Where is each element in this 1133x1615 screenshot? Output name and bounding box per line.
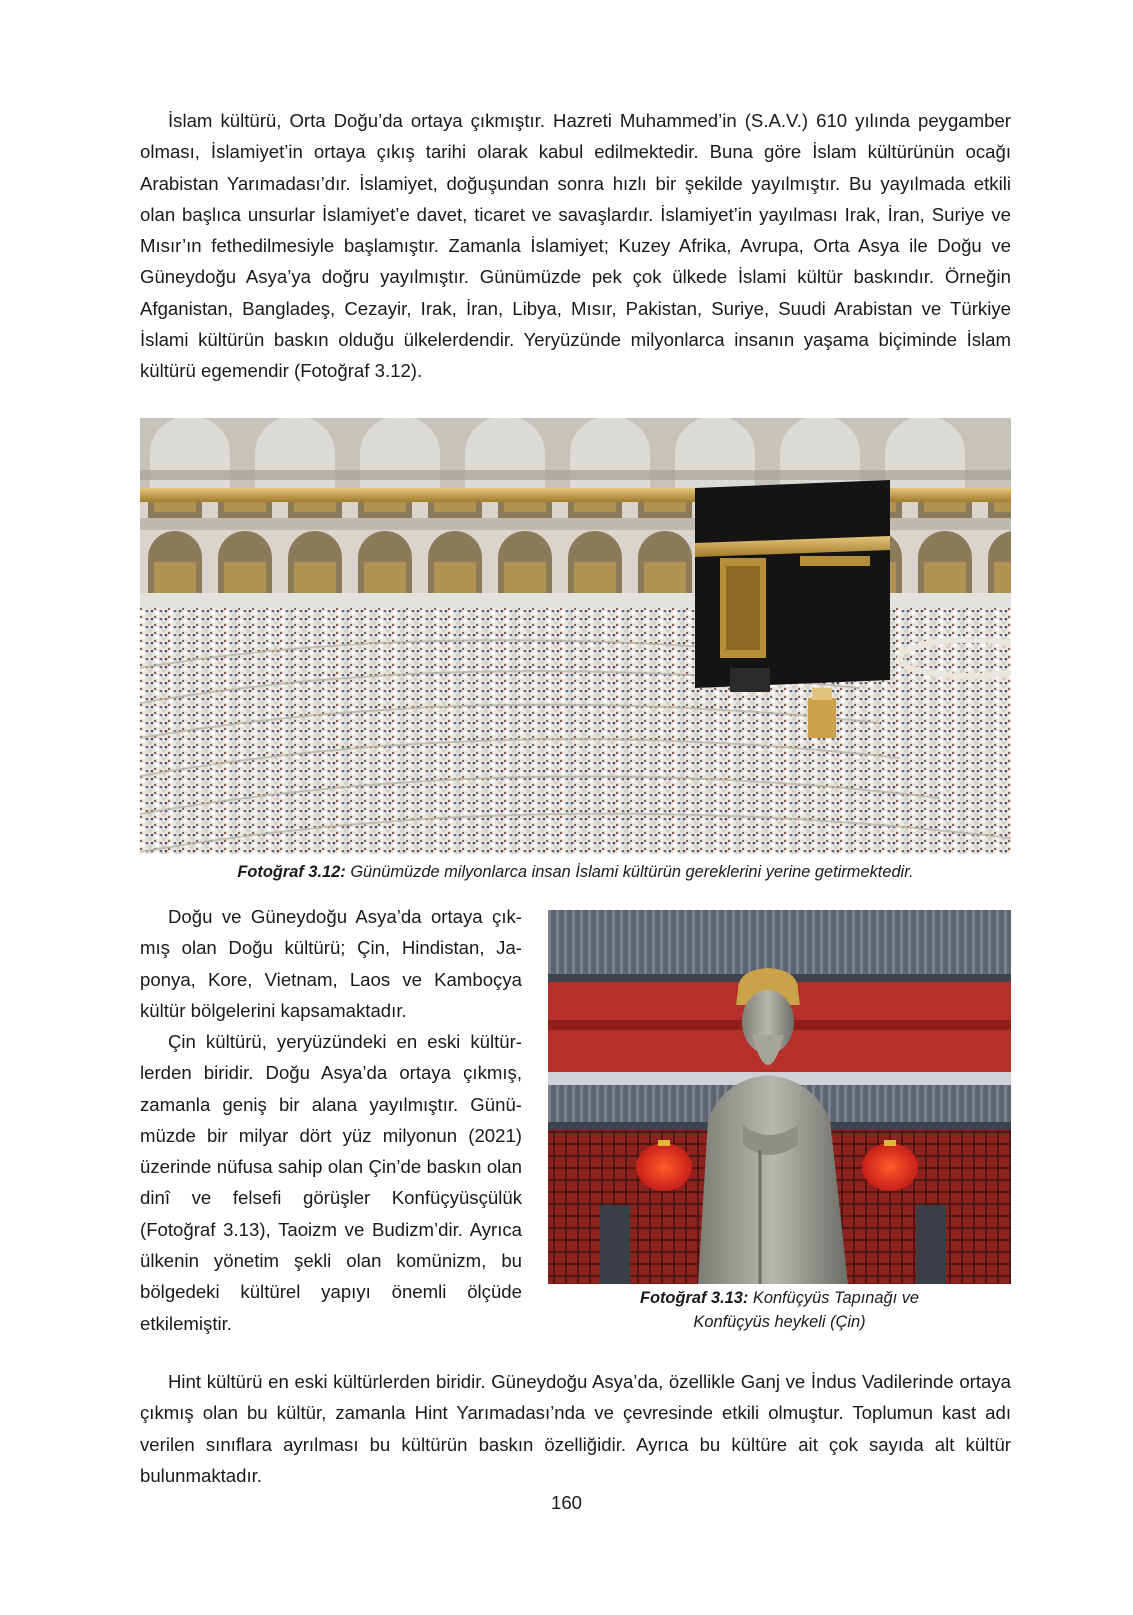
figure-label-3-13: Fotoğraf 3.13: — [639, 1289, 749, 1307]
photo-kaaba-prayer — [140, 418, 1011, 854]
paragraph-islam-culture: İslam kültürü, Orta Doğu’da ortaya çıkmıştır. Hazreti Muhammed’in (S.A.V.) 610 yılında peygamber olması, İslamiyet’in ortaya çıkış tarihi olarak kabul edilmektedir. Buna göre İslam kültürünün ocağı Arabistan Yarımadası’dır. İslamiyet, doğuşundan sonra hızlı bir şekilde yayılmıştır. Bu yayılmada etkili olan başlıca unsurlar İslamiyet’e davet, ticaret ve savaşlardır. İslamiyet’in yayılması Irak, İran, Suriye ve Mısır’ın fethedilmesiyle başlamıştır. Zamanla İslamiyet; Kuzey Afrika, Avrupa, Orta Asya ile Doğu ve Güneydoğu Asya’ya doğru yayılmıştır. Günümüzde pek çok ülkede İslami kültür baskındır. Örneğin Afganistan, Bangladeş, Cezayir, Irak, İran, Libya, Mısır, Pakistan, Suriye, Suudi Arabistan ve Türkiye İslami kültürün baskın olduğu ülkelerdendir. Yeryüzünde milyonlarca insanın yaşama biçiminde İslam kültürü egemendir (Fotoğraf 3.12). — [140, 110, 1011, 382]
paragraph-china-culture: Çin kültürü, yeryüzündeki en eski kültürlerden biridir. Doğu Asya’da ortaya çıkmış, zamanla geniş bir alana yayılmıştır. Günümüzde bir milyar dört yüz milyonun (2021) üzerinde nüfusa sahip olan Çin’de baskın olan dinî ve felsefi görüşler Konfüçyüsçülük (Fotoğraf 3.13), Taoizm ve Budizm’dir. Ayrıca ülkenin yönetim şekli olan komünizm, bu bölgedeki kültürel yapıyı önemli ölçüde etkilemiştir. — [140, 1031, 522, 1334]
photo-confucius-temple — [548, 910, 1011, 1284]
figure-caption-3-12 — [140, 860, 1011, 884]
figure-caption-text-3-13-line1: Konfüçyüs Tapınağı ve — [752, 1289, 920, 1307]
paragraph-east-asia-culture: Doğu ve Güneydoğu Asya’da ortaya çıkmış olan Doğu kültürü; Çin, Hindistan, Japonya, Kore, Vietnam, Laos ve Kamboçya kültür bölgelerini kapsamaktadır. — [140, 906, 522, 1021]
figure-caption-text-3-13-line2: Konfüçyüs heykeli (Çin) — [693, 1313, 866, 1331]
figure-caption-3-13 — [548, 1286, 1011, 1334]
kaaba-illustration — [695, 480, 890, 692]
figure-label-3-12: Fotoğraf 3.12: — [237, 863, 346, 881]
paragraph-india-culture: Hint kültürü en eski kültürlerden biridir. Güneydoğu Asya’da, özellikle Ganj ve İndus Vadilerinde ortaya çıkmış olan bu kültür, zamanla Hint Yarımadası’nda ve çevresinde etkili olmuştur. Toplumun kast adı verilen sınıflara ayrılması bu kültürün baskın özelliğidir. Ayrıca bu kültüre ait çok sayıda alt kültür bulunmaktadır. — [140, 1371, 1011, 1486]
page-number: 160 — [550, 1492, 583, 1513]
figure-caption-text-3-12: Günümüzde milyonlarca insan İslami kültürün gereklerini yerine getirmektedir. — [350, 863, 914, 881]
